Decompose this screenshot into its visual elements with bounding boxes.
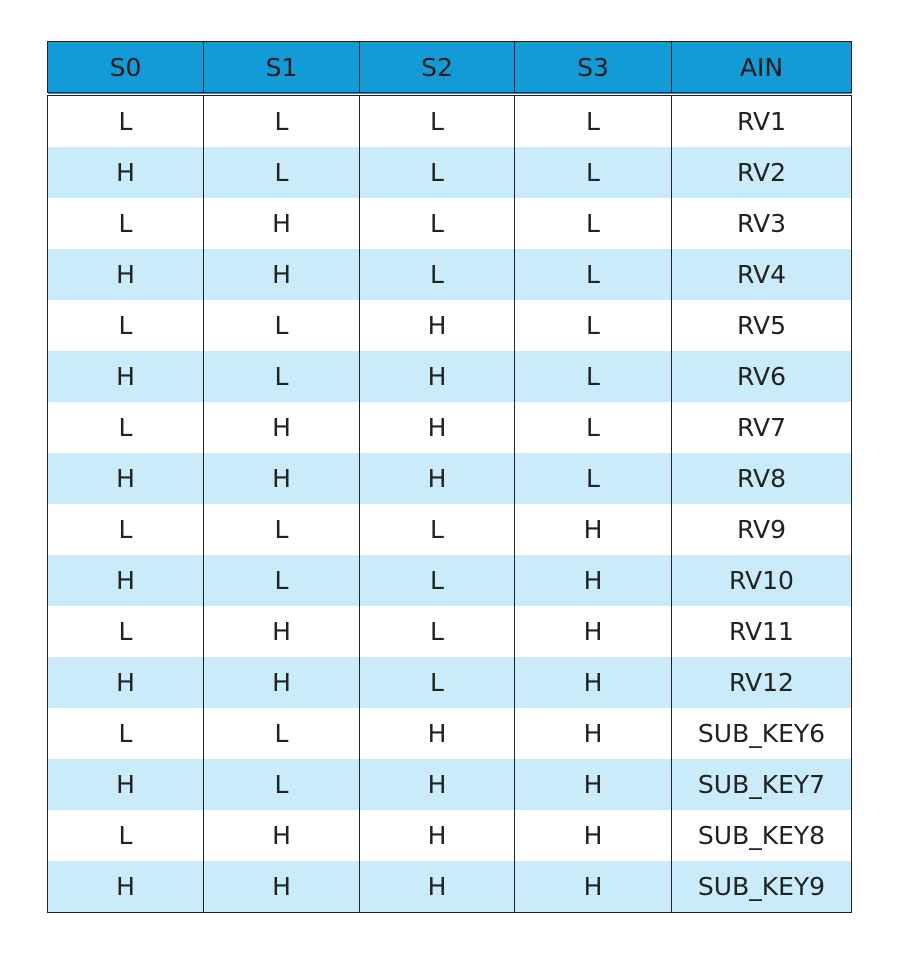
cell-s2: H bbox=[360, 402, 515, 453]
table-row bbox=[48, 810, 852, 861]
cell-s2: L bbox=[360, 249, 515, 300]
cell-s0: L bbox=[48, 198, 204, 249]
cell-ain: SUB_KEY9 bbox=[672, 861, 852, 913]
cell-s3: L bbox=[515, 300, 672, 351]
cell-s3: H bbox=[515, 606, 672, 657]
cell-s2: L bbox=[360, 147, 515, 198]
table-row bbox=[48, 861, 852, 913]
cell-s0: H bbox=[48, 861, 204, 913]
cell-s0: H bbox=[48, 453, 204, 504]
header-ain: AIN bbox=[672, 42, 852, 95]
cell-s1: L bbox=[204, 759, 360, 810]
cell-ain: RV9 bbox=[672, 504, 852, 555]
cell-ain: SUB_KEY8 bbox=[672, 810, 852, 861]
cell-s0: L bbox=[48, 300, 204, 351]
cell-s0: H bbox=[48, 759, 204, 810]
cell-s2: H bbox=[360, 453, 515, 504]
truth-table-container bbox=[47, 41, 852, 913]
cell-s0: L bbox=[48, 504, 204, 555]
cell-ain: RV1 bbox=[672, 94, 852, 147]
cell-s1: L bbox=[204, 555, 360, 606]
cell-s2: L bbox=[360, 555, 515, 606]
table-row bbox=[48, 657, 852, 708]
table-row bbox=[48, 555, 852, 606]
table-row bbox=[48, 147, 852, 198]
cell-s1: L bbox=[204, 351, 360, 402]
cell-s3: L bbox=[515, 94, 672, 147]
cell-ain: RV6 bbox=[672, 351, 852, 402]
table-row bbox=[48, 606, 852, 657]
table-row bbox=[48, 402, 852, 453]
cell-s3: H bbox=[515, 657, 672, 708]
cell-s3: L bbox=[515, 351, 672, 402]
cell-s1: H bbox=[204, 861, 360, 913]
header-s2: S2 bbox=[360, 42, 515, 95]
cell-s2: L bbox=[360, 198, 515, 249]
cell-s1: L bbox=[204, 147, 360, 198]
cell-ain: RV12 bbox=[672, 657, 852, 708]
mux-truth-table bbox=[47, 41, 852, 913]
cell-s0: H bbox=[48, 147, 204, 198]
cell-s3: H bbox=[515, 555, 672, 606]
cell-s0: L bbox=[48, 708, 204, 759]
table-row bbox=[48, 249, 852, 300]
cell-s0: H bbox=[48, 351, 204, 402]
cell-s1: L bbox=[204, 300, 360, 351]
cell-s2: L bbox=[360, 504, 515, 555]
cell-s3: L bbox=[515, 402, 672, 453]
cell-s0: L bbox=[48, 606, 204, 657]
cell-s2: L bbox=[360, 606, 515, 657]
cell-ain: RV8 bbox=[672, 453, 852, 504]
table-row bbox=[48, 351, 852, 402]
cell-s1: L bbox=[204, 504, 360, 555]
cell-s3: L bbox=[515, 147, 672, 198]
cell-s0: H bbox=[48, 249, 204, 300]
cell-ain: RV3 bbox=[672, 198, 852, 249]
cell-ain: RV10 bbox=[672, 555, 852, 606]
cell-s3: L bbox=[515, 198, 672, 249]
cell-ain: RV7 bbox=[672, 402, 852, 453]
cell-s3: H bbox=[515, 861, 672, 913]
cell-s2: L bbox=[360, 94, 515, 147]
table-row bbox=[48, 504, 852, 555]
cell-ain: SUB_KEY7 bbox=[672, 759, 852, 810]
cell-s0: L bbox=[48, 810, 204, 861]
cell-s3: H bbox=[515, 708, 672, 759]
cell-s1: L bbox=[204, 708, 360, 759]
cell-s2: H bbox=[360, 810, 515, 861]
cell-s3: H bbox=[515, 759, 672, 810]
cell-s1: H bbox=[204, 657, 360, 708]
cell-ain: RV4 bbox=[672, 249, 852, 300]
cell-s0: L bbox=[48, 402, 204, 453]
cell-s0: L bbox=[48, 94, 204, 147]
cell-s3: L bbox=[515, 453, 672, 504]
cell-s1: H bbox=[204, 198, 360, 249]
cell-ain: SUB_KEY6 bbox=[672, 708, 852, 759]
cell-s3: L bbox=[515, 249, 672, 300]
cell-s1: H bbox=[204, 402, 360, 453]
table-row bbox=[48, 708, 852, 759]
cell-ain: RV5 bbox=[672, 300, 852, 351]
cell-s3: H bbox=[515, 504, 672, 555]
cell-s1: H bbox=[204, 453, 360, 504]
cell-s2: H bbox=[360, 351, 515, 402]
cell-s0: H bbox=[48, 555, 204, 606]
cell-s1: H bbox=[204, 249, 360, 300]
table-row bbox=[48, 300, 852, 351]
header-s0: S0 bbox=[48, 42, 204, 95]
cell-s2: H bbox=[360, 708, 515, 759]
cell-s1: H bbox=[204, 606, 360, 657]
header-s3: S3 bbox=[515, 42, 672, 95]
table-row bbox=[48, 94, 852, 147]
cell-s0: H bbox=[48, 657, 204, 708]
table-row bbox=[48, 759, 852, 810]
cell-s2: H bbox=[360, 300, 515, 351]
cell-s2: H bbox=[360, 759, 515, 810]
cell-s1: H bbox=[204, 810, 360, 861]
cell-s1: L bbox=[204, 94, 360, 147]
cell-s3: H bbox=[515, 810, 672, 861]
cell-ain: RV11 bbox=[672, 606, 852, 657]
cell-s2: H bbox=[360, 861, 515, 913]
table-header-row bbox=[48, 42, 852, 95]
cell-s2: L bbox=[360, 657, 515, 708]
table-row bbox=[48, 198, 852, 249]
cell-ain: RV2 bbox=[672, 147, 852, 198]
header-s1: S1 bbox=[204, 42, 360, 95]
table-row bbox=[48, 453, 852, 504]
